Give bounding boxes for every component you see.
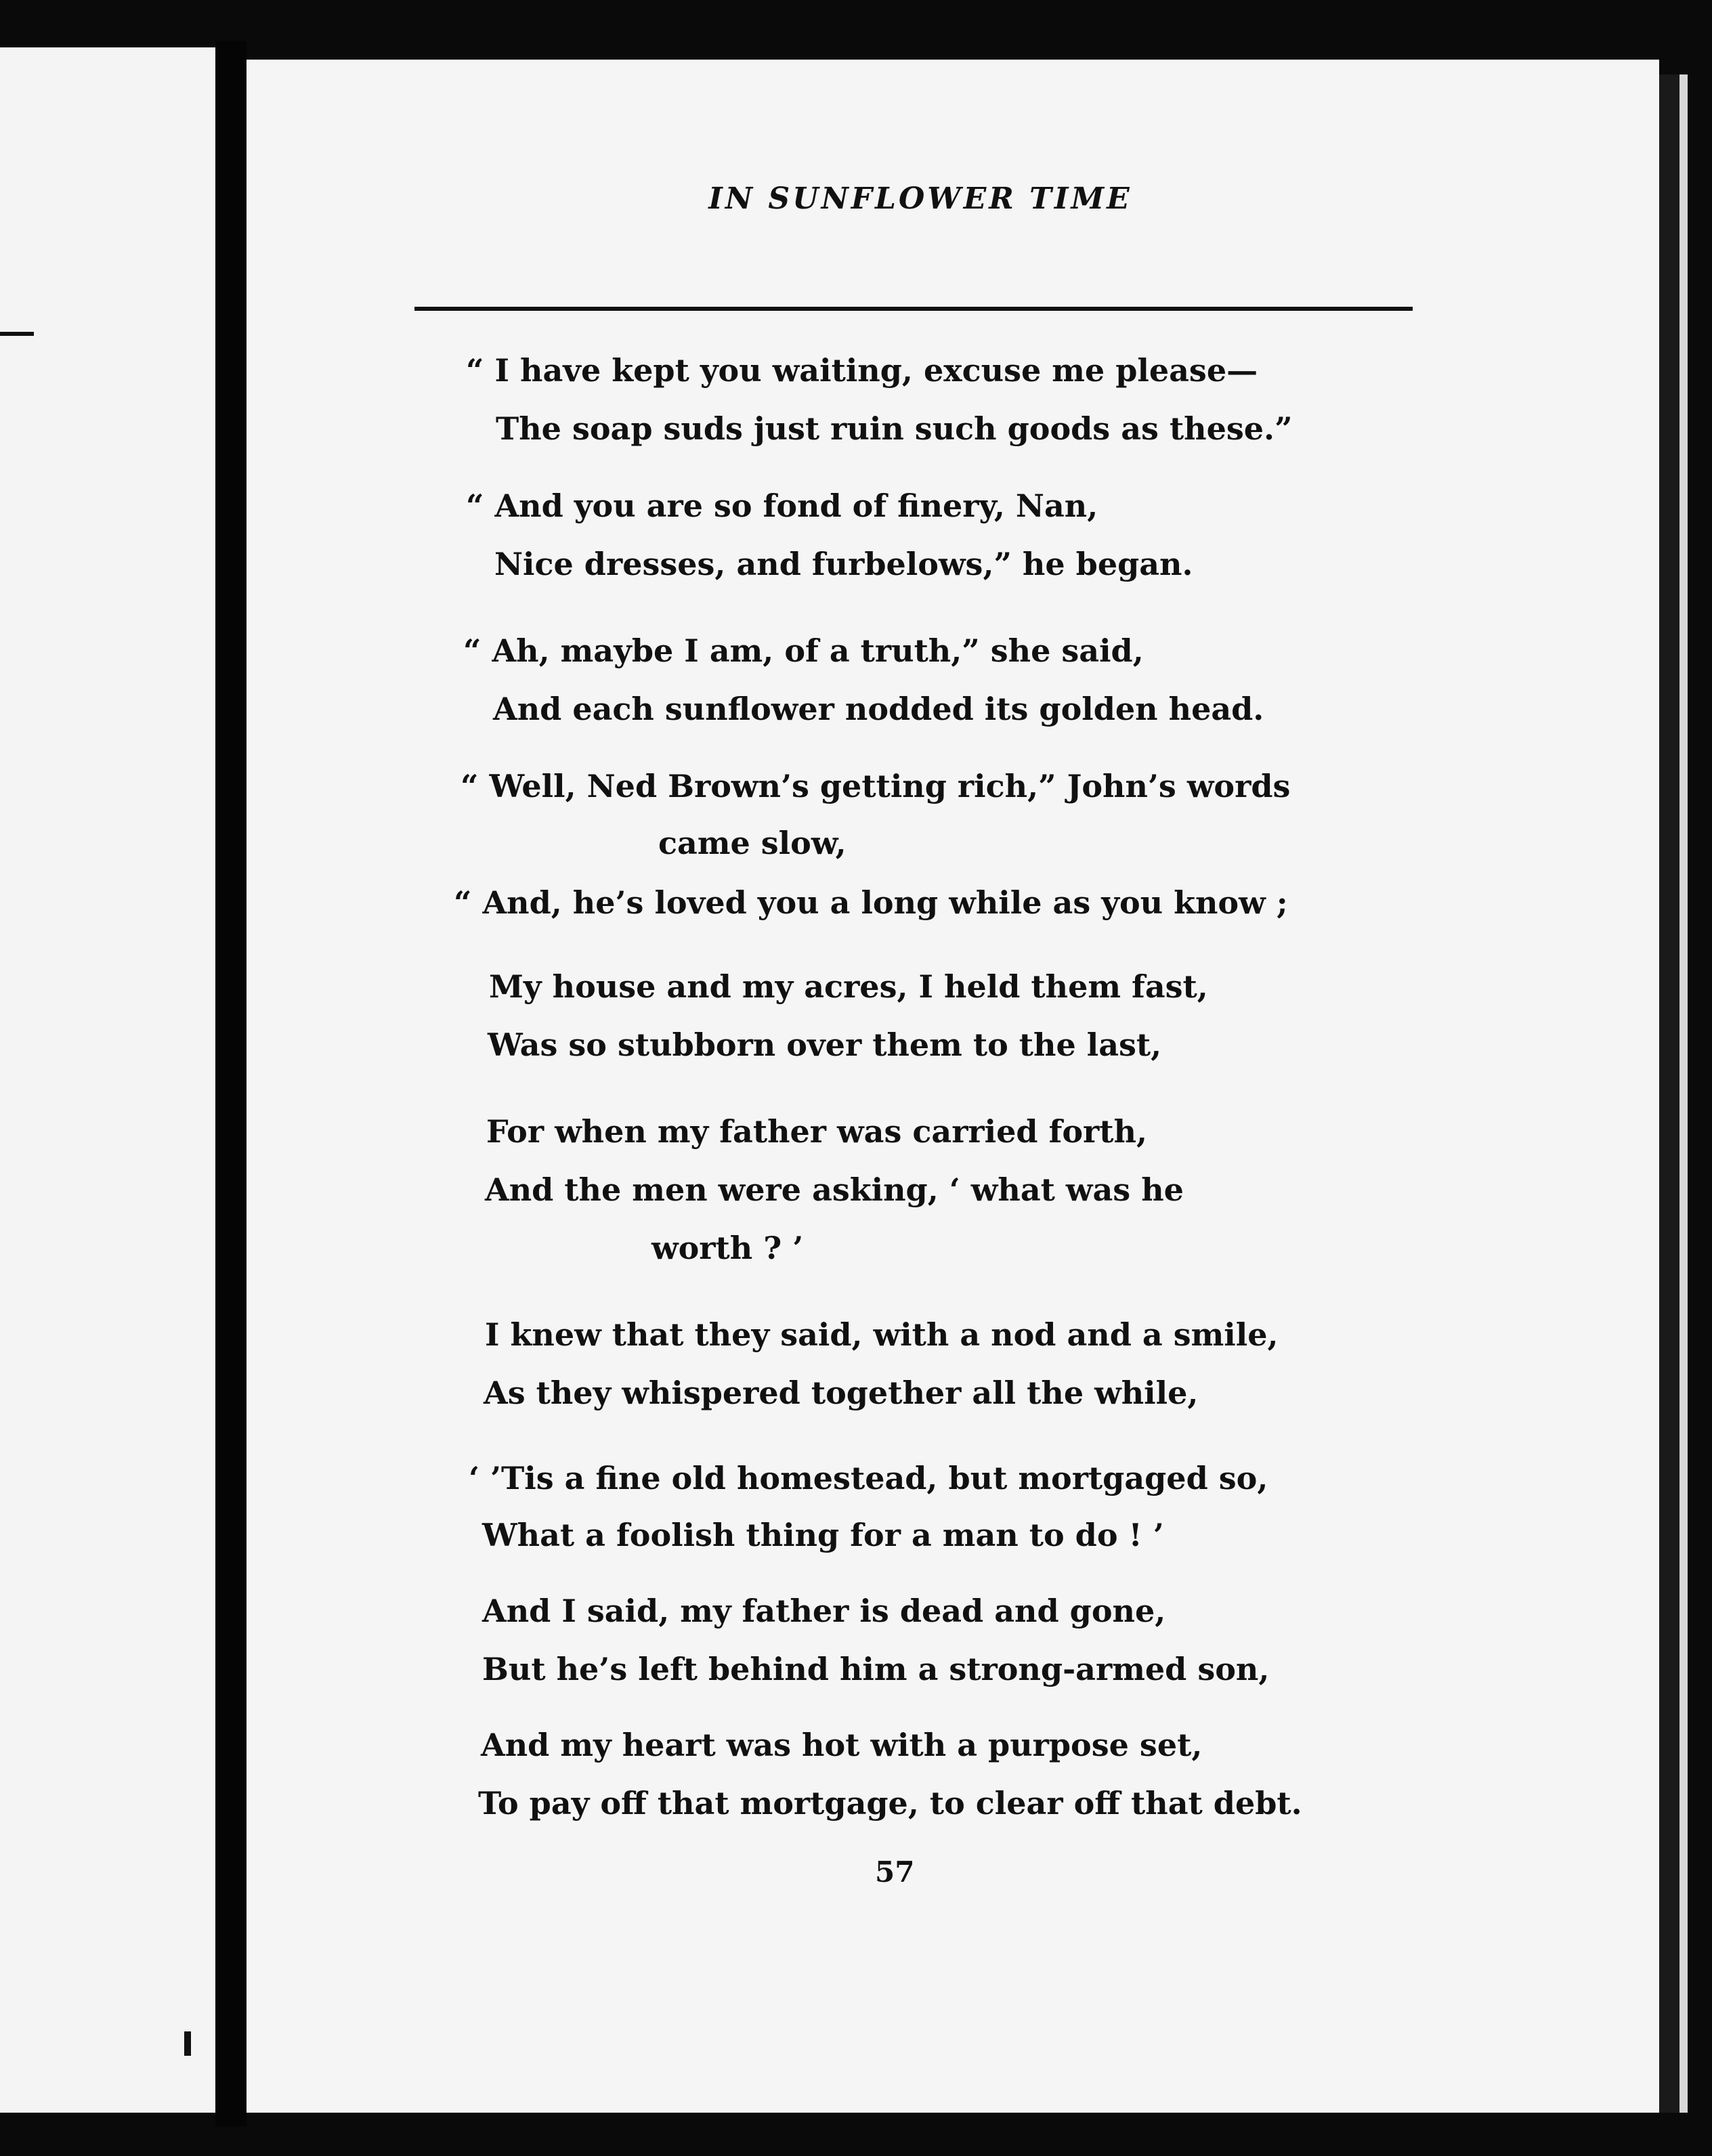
- poem-line: And I said, my father is dead and gone,: [482, 1593, 1166, 1629]
- poem-line: And the men were asking, ‘ what was he: [485, 1171, 1184, 1208]
- poem-line: But he’s left behind him a strong-armed son,: [482, 1651, 1270, 1687]
- poem-line: worth ? ’: [651, 1230, 804, 1266]
- poem-line: For when my father was carried forth,: [486, 1113, 1147, 1150]
- poem-line: And each sunflower nodded its golden head.: [493, 691, 1264, 727]
- poem-line: The soap suds just ruin such goods as these.”: [496, 410, 1293, 447]
- poem-line: Nice dresses, and furbelows,” he began.: [494, 546, 1193, 582]
- page-number: 57: [875, 1855, 915, 1889]
- page-edge-shadow: [1659, 74, 1679, 2113]
- page-edge: [1679, 74, 1688, 2113]
- poem-line: My house and my acres, I held them fast,: [489, 968, 1208, 1005]
- poem-line: As they whispered together all the while,: [484, 1375, 1199, 1411]
- left-page-mark: [184, 2031, 191, 2056]
- poem-line: “ And, he’s loved you a long while as you know ;: [454, 884, 1288, 921]
- poem-line: “ I have kept you waiting, excuse me please—: [466, 352, 1258, 389]
- book-gutter: [215, 41, 247, 2126]
- poem-line: “ Well, Ned Brown’s getting rich,” John’s words: [461, 768, 1291, 804]
- left-page-rule: [0, 332, 34, 336]
- poem-line: ‘ ’Tis a fine old homestead, but mortgaged so,: [469, 1460, 1268, 1496]
- poem-line: To pay off that mortgage, to clear off that debt.: [478, 1785, 1302, 1821]
- left-facing-page: [0, 47, 215, 2113]
- poem-line: “ Ah, maybe I am, of a truth,” she said,: [463, 632, 1144, 669]
- poem-line: came slow,: [658, 825, 847, 861]
- poem-line: I knew that they said, with a nod and a smile,: [485, 1316, 1279, 1353]
- poem-line: Was so stubborn over them to the last,: [488, 1027, 1162, 1063]
- poem-line: What a foolish thing for a man to do ! ’: [482, 1517, 1164, 1553]
- running-head-rule: [414, 307, 1413, 311]
- poem-line: “ And you are so fond of finery, Nan,: [466, 488, 1098, 524]
- running-head: IN SUNFLOWER TIME: [708, 181, 1132, 216]
- poem-line: And my heart was hot with a purpose set,: [481, 1727, 1203, 1763]
